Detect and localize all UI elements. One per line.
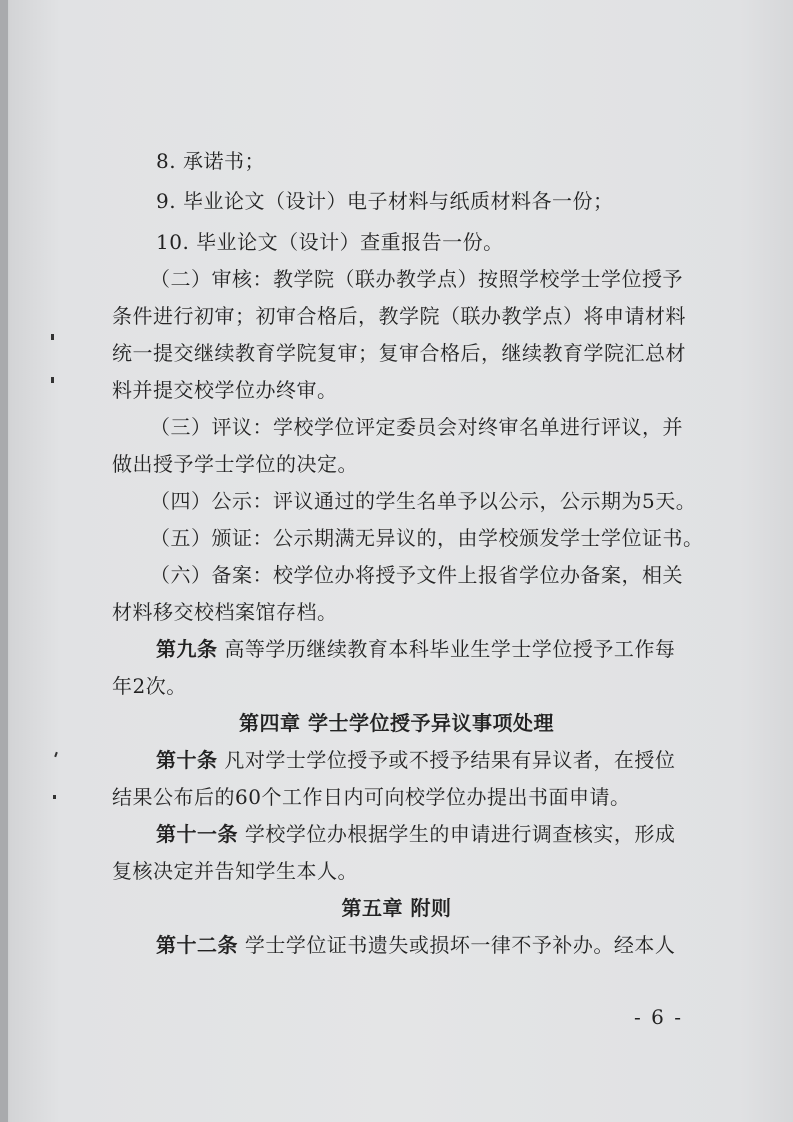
binding-hole-mark xyxy=(51,334,54,340)
article-9-line-2: 年2次。 xyxy=(112,674,187,698)
article-9-text: 高等学历继续教育本科毕业生学士学位授予工作每 xyxy=(224,637,676,661)
article-10-line-1 xyxy=(156,746,675,774)
item-10: 10. 毕业论文（设计）查重报告一份。 xyxy=(156,230,504,254)
article-9-label: 第九条 xyxy=(156,637,218,661)
filing-paragraph-line-1: （六）备案：校学位办将授予文件上报省学位办备案，相关 xyxy=(150,563,683,587)
binding-hole-mark xyxy=(51,377,54,383)
item-9: 9. 毕业论文（设计）电子材料与纸质材料各一份； xyxy=(156,189,614,213)
chapter-5-heading: 第五章 附则 xyxy=(341,896,452,920)
review-paragraph-line-1: （二）审核：教学院（联办教学点）按照学校学士学位授予 xyxy=(150,267,683,291)
article-10-label: 第十条 xyxy=(156,748,218,772)
article-11-label: 第十一条 xyxy=(156,822,238,846)
certificate-paragraph: （五）颁证：公示期满无异议的，由学校颁发学士学位证书。 xyxy=(150,526,704,550)
article-10-line-2: 结果公布后的60个工作日内可向校学位办提出书面申请。 xyxy=(112,785,631,809)
chapter-4-heading: 第四章 学士学位授予异议事项处理 xyxy=(239,711,554,735)
article-11-text: 学校学位办根据学生的申请进行调查核实，形成 xyxy=(244,822,676,846)
article-12-label: 第十二条 xyxy=(156,933,238,957)
item-8: 8. 承诺书； xyxy=(156,149,265,173)
article-12-line-1 xyxy=(156,931,675,959)
review-paragraph-line-4: 料并提交校学位办终审。 xyxy=(112,378,338,402)
binding-hole-mark xyxy=(53,795,56,799)
evaluation-paragraph-line-2: 做出授予学士学位的决定。 xyxy=(112,452,358,476)
article-11-line-1 xyxy=(156,820,675,848)
review-paragraph-line-2: 条件进行初审；初审合格后，教学院（联办教学点）将申请材料 xyxy=(112,304,686,328)
evaluation-paragraph-line-1: （三）评议：学校学位评定委员会对终审名单进行评议，并 xyxy=(150,415,683,439)
filing-paragraph-line-2: 材料移交校档案馆存档。 xyxy=(112,600,338,624)
page-number: - 6 - xyxy=(634,1005,683,1029)
article-12-text: 学士学位证书遗失或损坏一律不予补办。经本人 xyxy=(244,933,676,957)
article-9-line-1 xyxy=(156,635,675,663)
review-paragraph-line-3: 统一提交继续教育学院复审；复审合格后，继续教育学院汇总材 xyxy=(112,341,686,365)
binding-hole-mark xyxy=(54,752,58,757)
publicity-paragraph: （四）公示：评议通过的学生名单予以公示，公示期为5天。 xyxy=(150,489,697,513)
article-10-text: 凡对学士学位授予或不授予结果有异议者，在授位 xyxy=(224,748,676,772)
article-11-line-2: 复核决定并告知学生本人。 xyxy=(112,859,358,883)
